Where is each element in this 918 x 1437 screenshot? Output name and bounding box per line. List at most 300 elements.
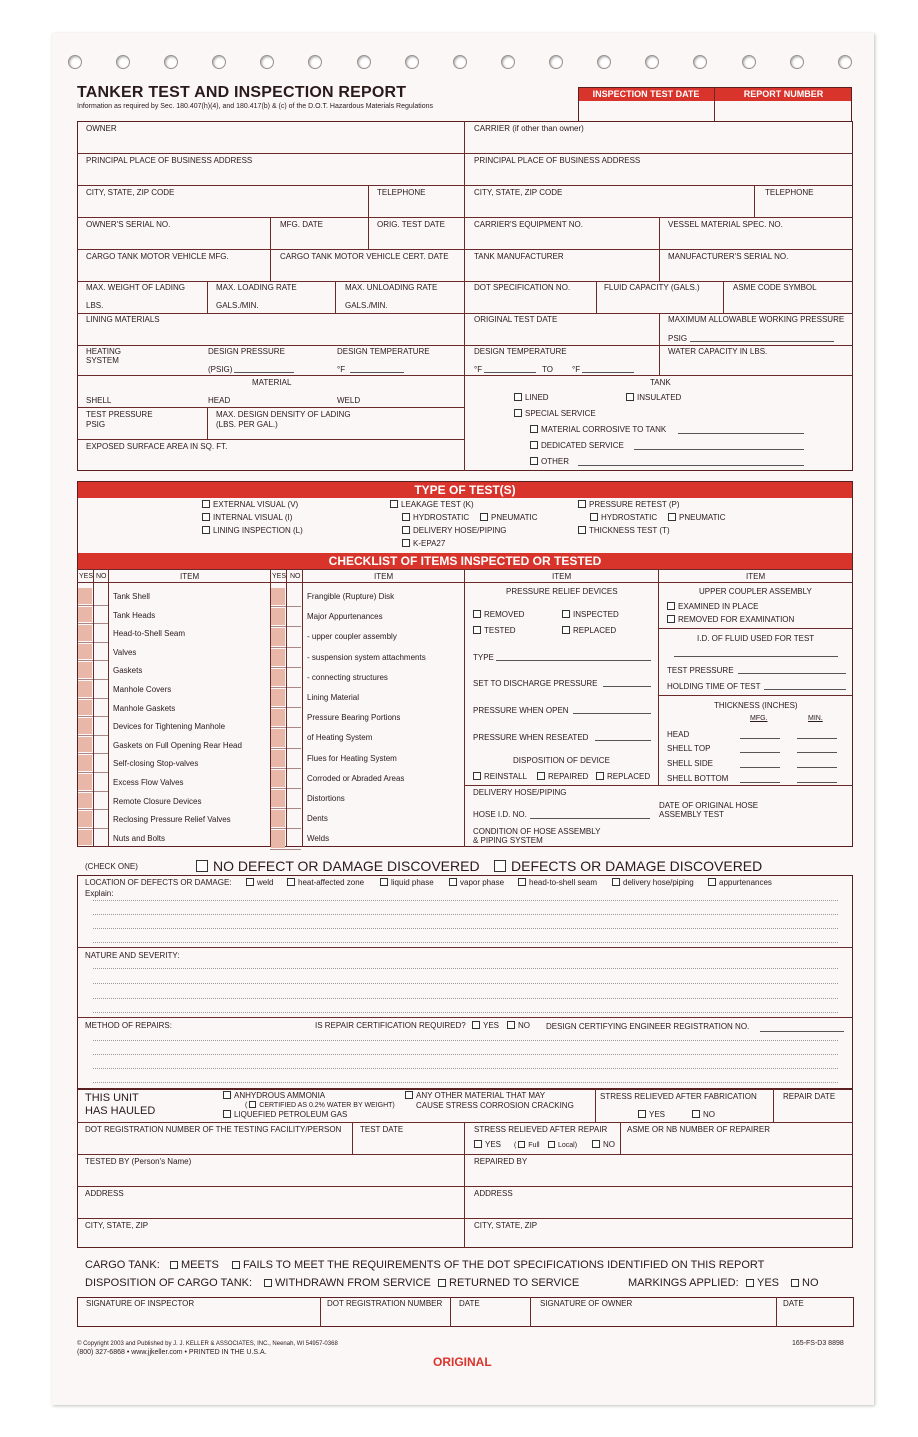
certified-water-checkbox[interactable]: ( CERTIFIED AS 0.2% WATER BY WEIGHT) [245,1102,395,1109]
meets-checkbox[interactable]: MEETS [170,1259,219,1272]
yes-checkbox[interactable] [78,830,92,846]
punch-hole [693,55,707,69]
checkbox[interactable] [202,500,210,508]
punch-hole [308,55,322,69]
tested-by-label: TESTED BY (Person's Name) [85,1157,192,1166]
no-checkbox[interactable] [287,649,301,666]
hydrostatic-checkbox[interactable]: HYDROSTATIC [590,513,657,523]
lining-label: LINING MATERIALS [86,315,160,324]
external-visual-checkbox[interactable]: EXTERNAL VISUAL (V) [202,500,298,510]
yes-checkbox[interactable] [78,718,92,734]
yes-checkbox[interactable] [78,681,92,697]
item-header: ITEM [180,572,200,581]
checkbox[interactable] [537,772,545,780]
yes-checkbox[interactable] [271,750,285,767]
page-subtitle: Information as required by Sec. 180.407(h)(4), and 180.417(b) & (c) of the D.O.T. Hazardous Materials Regulations [77,103,434,110]
checkbox[interactable] [746,1279,754,1287]
yes-checkbox[interactable] [271,649,285,666]
telephone-label-right: TELEPHONE [765,188,814,197]
no-checkbox[interactable] [287,689,301,706]
carrier-equip-label: CARRIER'S EQUIPMENT NO. [474,220,583,229]
checkbox[interactable] [438,1279,446,1287]
checkbox[interactable] [596,772,604,780]
checkbox[interactable] [246,878,254,886]
yes-checkbox[interactable] [78,755,92,771]
checklist-item: - connecting structures [307,672,388,682]
defects-checkbox[interactable]: DEFECTS OR DAMAGE DISCOVERED [494,858,762,874]
checkbox[interactable] [402,513,410,521]
no-checkbox[interactable] [287,729,301,746]
checklist-item: Tank Shell [113,592,150,601]
location-option-checkbox[interactable]: vapor phase [449,878,504,888]
yes-checkbox[interactable] [78,607,92,623]
checkbox[interactable] [548,1141,555,1148]
yes-header: YES [79,573,94,580]
check-one-label: (CHECK ONE) [85,862,138,871]
yes-checkbox[interactable] [78,793,92,809]
checklist-item: Gaskets on Full Opening Rear Head [113,740,242,750]
punch-hole [597,55,611,69]
examined-checkbox[interactable]: EXAMINED IN PLACE [667,602,758,612]
checkbox[interactable] [708,878,716,886]
markings-no-checkbox[interactable]: NO [791,1277,819,1290]
min-header: MIN. [808,715,823,722]
checkbox[interactable] [518,878,526,886]
no-checkbox[interactable] [94,755,108,771]
checkbox[interactable] [380,878,388,886]
disposition-label: DISPOSITION OF CARGO TANK: [85,1277,253,1289]
yes-checkbox[interactable] [271,729,285,746]
fluid-capacity-label: FLUID CAPACITY (GALS.) [604,283,700,292]
checkbox[interactable] [562,626,570,634]
design-temp-label: DESIGN TEMPERATURE [337,347,430,356]
inspected-checkbox[interactable]: INSPECTED [562,610,619,620]
lined-checkbox[interactable]: LINED [514,393,549,403]
checkbox[interactable] [667,615,675,623]
date-label: DATE [459,1299,480,1308]
location-option-checkbox[interactable]: liquid phase [380,878,434,888]
other-material-checkbox[interactable]: ANY OTHER MATERIAL THAT MAY [405,1091,545,1101]
thickness-test-checkbox[interactable]: THICKNESS TEST (T) [578,526,670,536]
location-option-checkbox[interactable]: weld [246,878,273,888]
checkbox[interactable] [223,1091,231,1099]
lpg-checkbox[interactable]: LIQUEFIED PETROLEUM GAS [223,1110,347,1120]
holding-time-label: HOLDING TIME OF TEST [667,682,761,691]
head-label: HEAD [208,396,231,405]
dedicated-checkbox[interactable]: DEDICATED SERVICE [530,441,624,451]
no-checkbox[interactable] [94,644,108,660]
lining-inspection-checkbox[interactable]: LINING INSPECTION (L) [202,526,303,536]
checkbox[interactable] [638,1110,646,1118]
checkbox[interactable] [514,393,522,401]
checkbox[interactable] [170,1261,178,1269]
thickness-shell-side-label: SHELL SIDE [667,759,713,768]
pressure-retest-checkbox[interactable]: PRESSURE RETEST (P) [578,500,680,510]
dot-spec-label: DOT SPECIFICATION NO. [474,283,571,292]
date-label: DATE [783,1299,804,1308]
inspection-date-field[interactable] [580,102,712,121]
checkbox[interactable] [390,500,398,508]
yes-checkbox[interactable] [271,669,285,686]
disposition-label: DISPOSITION OF DEVICE [513,756,610,765]
asme-nb-label: ASME OR NB NUMBER OF REPAIRER [627,1125,770,1134]
pressure-reseated-label: PRESSURE WHEN RESEATED [473,733,589,742]
max-density-label: MAX. DESIGN DENSITY OF LADING [216,410,351,419]
local-checkbox[interactable]: Local) [548,1141,577,1151]
internal-visual-checkbox[interactable]: INTERNAL VISUAL (I) [202,513,292,523]
repaired-checkbox[interactable]: REPAIRED [537,772,588,782]
no-checkbox[interactable] [94,830,108,846]
defects-section [77,875,853,1089]
punch-hole [116,55,130,69]
water-capacity-label: WATER CAPACITY IN LBS. [668,347,768,356]
yes-checkbox[interactable] [271,810,285,827]
checkbox[interactable] [530,425,538,433]
prd-heading: PRESSURE RELIEF DEVICES [506,587,618,596]
checklist-item: Lining Material [307,693,360,702]
location-option-checkbox[interactable]: delivery hose/piping [612,878,694,888]
yes-checkbox[interactable] [271,689,285,706]
stress-repair-no-checkbox[interactable]: NO [592,1140,615,1150]
checklist-item: Remote Closure Devices [113,796,202,806]
checkbox[interactable] [668,513,676,521]
checklist-item: Corroded or Abraded Areas [307,773,405,783]
pneumatic-checkbox[interactable]: PNEUMATIC [480,513,538,523]
thickness-shell-bottom-label: SHELL BOTTOM [667,774,729,783]
checklist-item: Tank Heads [113,610,156,620]
design-temp-label-right: DESIGN TEMPERATURE [474,347,567,356]
city-state-zip-label: CITY, STATE, ZIP [85,1221,149,1230]
checkbox[interactable] [562,610,570,618]
checkbox[interactable] [590,513,598,521]
checklist-item: Valves [113,647,137,657]
hydrostatic-checkbox[interactable]: HYDROSTATIC [402,513,469,523]
checkbox[interactable] [473,772,481,780]
ctmv-mfg-label: CARGO TANK MOTOR VEHICLE MFG. [86,252,229,261]
checkbox[interactable] [791,1279,799,1287]
checklist-item: Pressure Bearing Portions [307,713,401,723]
item-header: ITEM [374,572,394,581]
yes-checkbox[interactable] [78,811,92,827]
yes-checkbox[interactable] [78,644,92,660]
checkbox[interactable] [480,513,488,521]
checklist-item: Dents [307,814,328,824]
lbs-label: LBS. [86,301,104,310]
markings-yes-checkbox[interactable]: YES [746,1277,779,1290]
no-checkbox[interactable] [287,628,301,645]
orig-test-label: ORIGINAL TEST DATE [474,315,558,324]
no-checkbox[interactable] [287,790,301,807]
facility-section [77,1089,853,1248]
cert-required-label: IS REPAIR CERTIFICATION REQUIRED? [315,1021,466,1030]
leakage-test-checkbox[interactable]: LEAKAGE TEST (K) [390,500,474,510]
location-option-checkbox[interactable]: heat-affected zone [287,878,364,888]
returned-checkbox[interactable]: RETURNED TO SERVICE [438,1277,579,1290]
yes-checkbox[interactable] [78,588,92,604]
no-checkbox[interactable] [287,750,301,767]
system-label: SYSTEM [86,356,119,365]
replaced-checkbox[interactable]: REPLACED [562,626,616,636]
address-label: ADDRESS [85,1189,124,1198]
ammonia-checkbox[interactable]: ANHYDROUS AMMONIA [223,1091,325,1101]
yes-checkbox[interactable] [78,662,92,678]
address-label-right: ADDRESS [474,1189,513,1198]
no-checkbox[interactable] [94,625,108,641]
nature-label: NATURE AND SEVERITY: [85,951,180,960]
thickness-head-label: HEAD [667,730,690,739]
other-checkbox[interactable]: OTHER [530,457,569,467]
set-discharge-label: SET TO DISCHARGE PRESSURE [473,679,598,688]
no-checkbox[interactable] [94,793,108,809]
markings-label: MARKINGS APPLIED: [628,1277,739,1289]
no-checkbox[interactable] [94,700,108,716]
delivery-hose-label: DELIVERY HOSE/PIPING [473,788,567,797]
checkbox[interactable] [667,602,675,610]
insulated-checkbox[interactable]: INSULATED [626,393,681,403]
location-option-checkbox[interactable]: head-to-shell seam [518,878,597,888]
thickness-shell-top-label: SHELL TOP [667,744,711,753]
yes-checkbox[interactable] [78,737,92,753]
test-pressure-label: TEST PRESSURE [86,410,153,419]
exposed-area-label: EXPOSED SURFACE AREA IN SQ. FT. [86,442,228,451]
owner-signature-label: SIGNATURE OF OWNER [540,1299,633,1308]
k-epa27-checkbox[interactable]: K-EPA27 [402,539,445,549]
original-label: ORIGINAL [433,1355,492,1369]
checkbox[interactable] [202,526,210,534]
yes-checkbox[interactable] [271,608,285,625]
checklist-item: Head-to-Shell Seam [113,629,186,639]
checklist-item: Excess Flow Valves [113,778,184,787]
yes-checkbox[interactable] [78,625,92,641]
gals-min-label: GALS./MIN. [345,301,388,310]
checkbox[interactable] [402,526,410,534]
ppb-label-right: PRINCIPAL PLACE OF BUSINESS ADDRESS [474,156,641,165]
removed-checkbox[interactable]: REMOVED [473,610,524,620]
owner-label: OWNER [86,124,117,133]
checkbox[interactable] [202,513,210,521]
checklist-item: Gaskets [113,666,143,676]
full-checkbox[interactable]: ( Full [514,1142,540,1149]
ctmv-cert-label: CARGO TANK MOTOR VEHICLE CERT. DATE [280,252,449,261]
tank-label: TANK [650,378,671,387]
checklist-item: of Heating System [307,733,373,743]
replaced-checkbox[interactable]: REPLACED [596,772,650,782]
stress-repair-label: STRESS RELIEVED AFTER REPAIR [474,1125,608,1134]
psig-label: PSIG [668,334,688,343]
special-service-checkbox[interactable]: SPECIAL SERVICE [514,409,596,419]
checkbox[interactable] [249,1101,256,1108]
repaired-by-label: REPAIRED BY [474,1157,528,1166]
no-checkbox[interactable] [94,662,108,678]
checkbox[interactable] [507,1021,515,1029]
mfg-header: MFG. [750,715,768,722]
cert-yes-checkbox[interactable]: YES [472,1021,499,1031]
mawp-label: MAXIMUM ALLOWABLE WORKING PRESSURE [668,315,845,324]
punch-hole [260,55,274,69]
weld-label: WELD [337,396,361,405]
punch-hole [164,55,178,69]
checklist-item: Nuts and Bolts [113,833,166,843]
lbs-per-gal-label: (LBS. PER GAL.) [216,420,278,429]
punch-hole [405,55,419,69]
checkbox[interactable] [472,1021,480,1029]
to-label: TO [542,365,553,374]
checkbox[interactable] [474,1140,482,1148]
tank-mfr-label: TANK MANUFACTURER [474,252,564,261]
this-unit-label: THIS UNIT [85,1092,139,1104]
punch-hole [790,55,804,69]
checkbox[interactable] [402,539,410,547]
no-checkbox[interactable] [94,774,108,790]
checkbox[interactable] [264,1279,272,1287]
checkbox[interactable] [592,1140,600,1148]
checkbox[interactable] [494,860,506,872]
checkbox[interactable] [626,393,634,401]
max-unloading-label: MAX. UNLOADING RATE [345,283,438,292]
yes-header: YES [272,573,287,580]
corrosive-checkbox[interactable]: MATERIAL CORROSIVE TO TANK [530,425,666,435]
punch-hole [212,55,226,69]
checklist-item: Flues for Heating System [307,753,397,763]
mfr-serial-label: MANUFACTURER'S SERIAL NO. [668,252,789,261]
stress-repair-yes-checkbox[interactable]: YES [474,1140,501,1150]
checkbox[interactable] [196,860,208,872]
yes-checkbox[interactable] [271,790,285,807]
checkbox[interactable] [223,1110,231,1118]
removed-exam-checkbox[interactable]: REMOVED FOR EXAMINATION [667,615,794,625]
checklist-item: Reclosing Pressure Relief Valves [113,815,231,825]
has-hauled-label: HAS HAULED [85,1105,156,1117]
dot-reg-number-label: DOT REGISTRATION NUMBER [327,1299,443,1308]
stress-fab-yes-checkbox[interactable]: YES [638,1110,665,1120]
no-checkbox[interactable] [287,709,301,726]
punch-hole [838,55,852,69]
checklist-item: Self-closing Stop-valves [113,759,199,769]
test-date-label: TEST DATE [360,1125,404,1134]
telephone-label: TELEPHONE [377,188,426,197]
punch-hole [68,55,82,69]
report-number-header: REPORT NUMBER [715,87,852,101]
punch-hole [742,55,756,69]
dot-reg-facility-label: DOT REGISTRATION NUMBER OF THE TESTING FACILITY/PERSON [85,1125,342,1134]
checkbox[interactable] [473,610,481,618]
checkbox[interactable] [612,878,620,886]
pressure-open-label: PRESSURE WHEN OPEN [473,706,569,715]
no-checkbox[interactable] [94,588,108,604]
item-header: ITEM [552,572,572,581]
yes-checkbox[interactable] [271,628,285,645]
psig-label: PSIG [86,420,106,429]
no-checkbox[interactable] [287,588,301,605]
checklist-heading: CHECKLIST OF ITEMS INSPECTED OR TESTED [78,553,852,569]
no-header: NO [290,573,301,580]
punch-hole [645,55,659,69]
tested-checkbox[interactable]: TESTED [473,626,516,636]
degf-label: °F [474,365,483,374]
checkbox[interactable] [287,878,295,886]
piping-system-label: & PIPING SYSTEM [473,836,543,845]
heating-label: HEATING [86,347,121,356]
yes-checkbox[interactable] [271,770,285,787]
report-number-field[interactable] [717,102,850,121]
checkbox[interactable] [473,626,481,634]
reinstall-checkbox[interactable]: REINSTALL [473,772,527,782]
hose-condition-label: CONDITION OF HOSE ASSEMBLY [473,827,601,836]
city-label: CITY, STATE, ZIP CODE [86,188,175,197]
no-checkbox[interactable] [94,718,108,734]
carrier-label: CARRIER (if other than owner) [474,124,584,133]
no-checkbox[interactable] [287,669,301,686]
no-checkbox[interactable] [94,737,108,753]
checklist-item: Welds [307,834,330,844]
repair-date-label: REPAIR DATE [783,1092,836,1101]
checkbox[interactable] [530,457,538,465]
checkbox[interactable] [578,526,586,534]
explain-label: Explain: [85,889,114,898]
checkbox[interactable] [514,409,522,417]
max-weight-label: MAX. WEIGHT OF LADING [86,283,185,292]
pneumatic-checkbox[interactable]: PNEUMATIC [668,513,726,523]
withdrawn-checkbox[interactable]: WITHDRAWN FROM SERVICE [264,1277,431,1290]
no-defect-checkbox[interactable]: NO DEFECT OR DAMAGE DISCOVERED [196,858,480,874]
no-checkbox[interactable] [94,811,108,827]
yes-checkbox[interactable] [271,709,285,726]
checklist-item: Manhole Gaskets [113,703,176,713]
hose-id-label: HOSE I.D. NO. [473,810,527,819]
asme-label: ASME CODE SYMBOL [733,283,817,292]
checkbox[interactable] [405,1091,413,1099]
punch-hole [501,55,515,69]
checkbox[interactable] [578,500,586,508]
checkbox[interactable] [530,441,538,449]
no-checkbox[interactable] [287,608,301,625]
no-checkbox[interactable] [94,607,108,623]
checkbox[interactable] [449,878,457,886]
checkbox[interactable] [518,1141,525,1148]
yes-checkbox[interactable] [78,700,92,716]
item-header: ITEM [746,572,766,581]
uca-heading: UPPER COUPLER ASSEMBLY [699,587,812,596]
no-checkbox[interactable] [287,770,301,787]
stress-fab-no-checkbox[interactable]: NO [692,1110,715,1120]
test-pressure-label: TEST PRESSURE [667,666,734,675]
cert-no-checkbox[interactable]: NO [507,1021,530,1031]
yes-checkbox[interactable] [271,830,285,847]
page-title: TANKER TEST AND INSPECTION REPORT [77,84,407,101]
checkbox[interactable] [232,1261,240,1269]
fails-checkbox[interactable]: FAILS TO MEET THE REQUIREMENTS OF THE DOT SPECIFICATIONS IDENTIFIED ON THIS REPORT [232,1259,764,1272]
checklist-item: Frangible (Rupture) Disk [307,592,395,601]
yes-checkbox[interactable] [78,774,92,790]
delivery-hose-checkbox[interactable]: DELIVERY HOSE/PIPING [402,526,507,536]
punch-hole [357,55,371,69]
no-checkbox[interactable] [287,830,301,847]
no-checkbox[interactable] [287,810,301,827]
checklist-item: Major Appurtenances [307,612,383,622]
orig-test-date-label: ORIG. TEST DATE [377,220,446,229]
checkbox[interactable] [692,1110,700,1118]
type-of-tests-heading: TYPE OF TEST(S) [78,482,852,498]
info-section [77,121,853,471]
location-label: LOCATION OF DEFECTS OR DAMAGE: [85,878,232,887]
phone-text: (800) 327-6868 • www.jjkeller.com • PRINTED IN THE U.S.A. [77,1349,267,1356]
ppb-label: PRINCIPAL PLACE OF BUSINESS ADDRESS [86,156,253,165]
scc-label: CAUSE STRESS CORROSION CRACKING [416,1101,574,1110]
no-checkbox[interactable] [94,681,108,697]
checklist-item: - upper coupler assembly [307,632,397,642]
yes-checkbox[interactable] [271,588,285,605]
location-option-checkbox[interactable]: appurtenances [708,878,772,888]
